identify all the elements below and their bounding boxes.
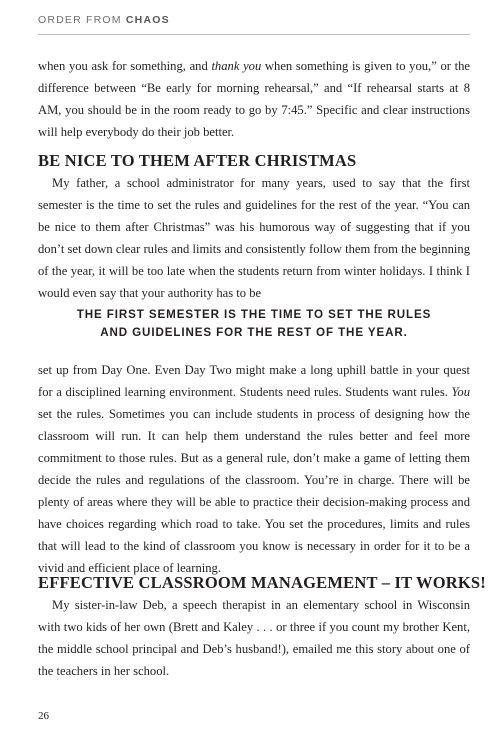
section-1-paragraph-2-part1: set up from Day One. Even Day Two might make a long uphill battle in your quest for a disciplined learning environment. Students need rules. Students want rules. xyxy=(38,363,470,399)
pull-quote-line-1: THE FIRST SEMESTER IS THE TIME TO SET THE RULES xyxy=(76,308,432,321)
pull-quote-line-2: AND GUIDELINES FOR THE REST OF THE YEAR. xyxy=(100,326,408,339)
header-divider xyxy=(38,34,470,35)
intro-text-part1: when you ask for something, and xyxy=(38,59,212,73)
pull-quote xyxy=(38,306,470,342)
section-1-paragraph-2-part2: set the rules. Sometimes you can include students in process of designing how the classroom will run. It can help them understand the rules better and feel more commitment to those rules. But as a general rule, don’t make a game of letting them decide the rules and regulations of the classroom. You’re in charge. There will be plenty of areas where they will be able to practice their decision-making process and have choices regarding which road to take. You set the procedures, limits and rules that will lead to the kind of classroom you know is necessary in order for it to be a vivid and efficient place of learning. xyxy=(38,407,470,575)
section-2-heading: EFFECTIVE CLASSROOM MANAGEMENT – IT WORKS! xyxy=(38,573,487,592)
intro-text-part2: when something is given to you,” or the difference between “Be early for morning rehearsal,” and “If rehearsal starts at 8 AM, you should be in the room ready to go by 7:45.” Specific and clear instructions will help everybody do their job better. xyxy=(38,59,471,139)
section-1-paragraph-2-emphasis: You xyxy=(451,385,470,399)
section-2-paragraph-1: My sister-in-law Deb, a speech therapist in an elementary school in Wisconsin with two kids of her own (Brett and Kaley . . . or three if you count my brother Kent, the middle school principal and Deb’s husband!), emailed me this story about one of the teachers in her school. xyxy=(38,598,470,678)
section-1 xyxy=(38,150,470,304)
page-number: 26 xyxy=(38,710,49,722)
section-1-heading: BE NICE TO THEM AFTER CHRISTMAS xyxy=(38,151,357,170)
section-2 xyxy=(38,572,487,682)
running-header xyxy=(38,14,170,26)
section-1-paragraph-1: My father, a school administrator for many years, used to say that the first semester is the time to set the rules and guidelines for the rest of the year. “You can be nice to them after Christmas” was his humorous way of suggesting that if you don’t set down clear rules and limits and consistently follow them from the beginning of the year, it will be too late when the students return from winter holidays. I think I would even say that your authority has to be xyxy=(38,176,470,300)
intro-paragraph xyxy=(38,55,470,143)
book-title-emphasis: CHAOS xyxy=(125,14,170,26)
intro-block xyxy=(38,55,470,143)
section-1-continued xyxy=(38,359,470,579)
book-title-prefix: ORDER FROM xyxy=(38,14,122,26)
section-1-paragraph-2 xyxy=(38,359,470,579)
intro-emphasis: thank you xyxy=(211,59,262,73)
